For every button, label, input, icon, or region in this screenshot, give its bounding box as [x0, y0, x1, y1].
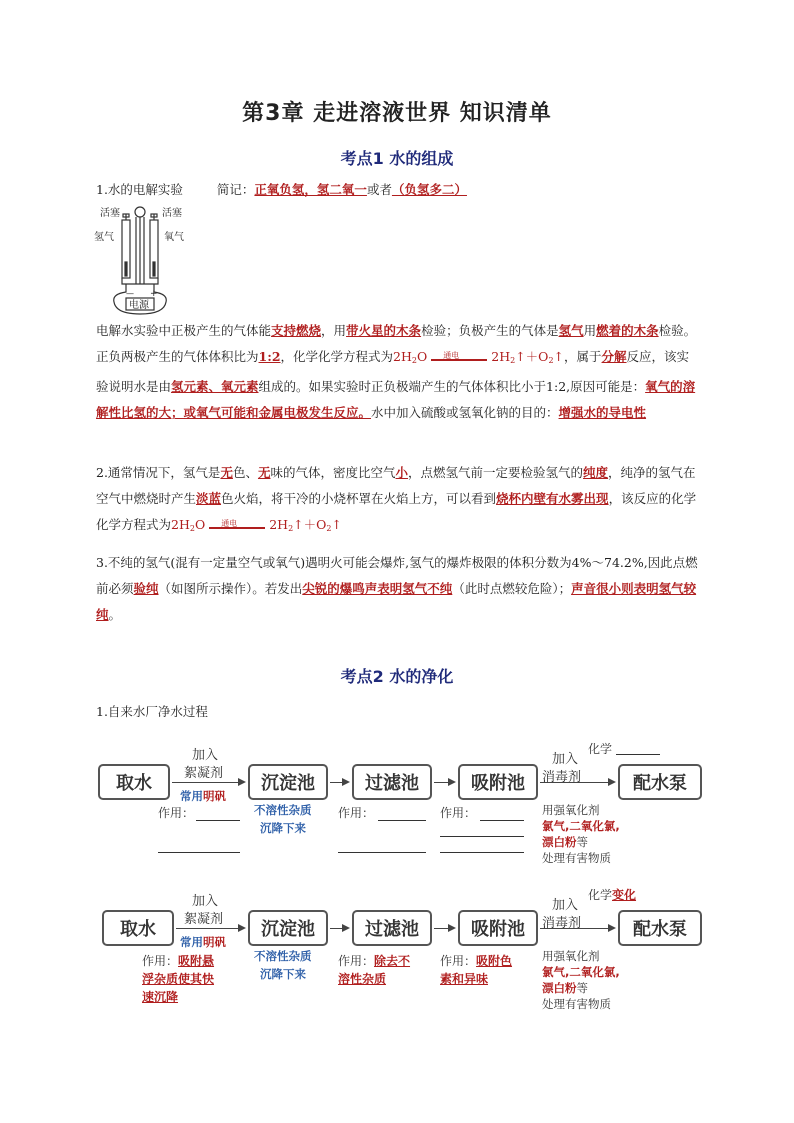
flocculant-2: 絮凝剂 — [184, 912, 224, 927]
use-label-3: 作用： — [440, 806, 477, 820]
alum-note: 常用明矾 — [180, 789, 226, 803]
box-pump-2: 配水泵 — [618, 910, 702, 946]
use-answer-3: 作用：吸附色 — [440, 954, 513, 968]
arrow-2-3 — [434, 928, 454, 929]
use-answer-3b: 素和异味 — [440, 972, 489, 986]
blank-3a — [480, 820, 524, 821]
electrolysis-equation: $2H_2O$ 通电 $2H_2↑+O_2↑$ — [393, 349, 565, 365]
combustion-equation: $2H_2O$ 通电 $2H_2↑+O_2↑$ — [171, 517, 342, 533]
agents-note-2: 氯气,二氧化氯, — [542, 965, 620, 979]
electrolysis-paragraph: 电解水实验中正极产生的气体能支持燃烧，用带火星的木条检验；负极产生的气体是氢气用燃着的木条检验。正负两极产生的气体体积比为1:2，化学化学方程式为$2H_2O$ 通电 $2H_2↑+O_2↑$，属于分解反应，该实验说明水是由氢元素、氧元素组成的。如果实验时正负极端产生的气体体积比小于1:2,原因可能是：氧气的溶解性比氢的大；或氧气可能和金属电极发生反应。水中加入硫酸或氢氧化钠的目的：增强水的导电性 — [96, 323, 697, 420]
minus-label: — — [126, 289, 134, 298]
arrow-2 — [330, 782, 348, 783]
use-answer-1c: 速沉降 — [142, 990, 179, 1004]
gas-left-label: 氢气 — [94, 232, 114, 243]
page-title: 第3章 走进溶液世界 知识清单 — [242, 101, 552, 126]
flow-diagram-answered — [96, 886, 696, 1016]
insoluble-note-2a: 不溶性杂质 — [254, 949, 312, 963]
blank-3c — [440, 852, 524, 853]
use-answer-2b: 溶性杂质 — [338, 972, 387, 986]
use-answer-1b: 浮杂质使其快 — [142, 972, 215, 986]
box-adsorption: 吸附池 — [458, 764, 538, 800]
box-intake-2: 取水 — [102, 910, 174, 946]
use-label-1: 作用： — [158, 806, 195, 820]
add-flocculant: 加入 — [192, 748, 219, 763]
insoluble-note-a: 不溶性杂质 — [254, 803, 312, 817]
blank-3b — [440, 836, 524, 837]
valve-right-label: 活塞 — [162, 208, 182, 219]
blank-1a — [196, 820, 240, 821]
box-intake: 取水 — [98, 764, 170, 800]
electrolysis-apparatus — [92, 202, 192, 320]
chem-change-blank: 化学 — [588, 742, 613, 756]
insoluble-note-b: 沉降下来 — [260, 821, 306, 835]
chem-change-answer: 化学变化 — [588, 888, 637, 902]
use-answer-2: 作用：除去不 — [338, 954, 411, 968]
insoluble-note-2b: 沉降下来 — [260, 967, 306, 981]
agents-note-2b: 漂白粉等 — [542, 981, 588, 995]
agents-note-b: 漂白粉等 — [542, 835, 588, 849]
harmful-note-2: 处理有害物质 — [542, 997, 611, 1011]
box-sedimentation: 沉淀池 — [248, 764, 328, 800]
blank-chem — [616, 754, 660, 755]
use-answer-1: 作用：吸附悬 — [142, 954, 215, 968]
arrow-2-2 — [330, 928, 348, 929]
hydrogen-paragraph: 2.通常情况下，氢气是无色、无味的气体，密度比空气小，点燃氢气前一定要检验氢气的纯度，纯净的氢气在空气中燃烧时产生淡蓝色火焰，将干冷的小烧杯罩在火焰上方，可以看到烧杯内壁有水雾出现，该反应的化学化学方程式为$2H_2O$ 通电 $2H_2↑+O_2↑$ — [96, 465, 697, 533]
flow-diagram-blank — [96, 740, 696, 870]
agents-note: 氯气,二氧化氯, — [542, 819, 620, 833]
add-disinfectant: 加入 — [552, 752, 579, 767]
harmful-note: 处理有害物质 — [542, 851, 611, 865]
box-adsorption-2: 吸附池 — [458, 910, 538, 946]
valve-left-label: 活塞 — [100, 208, 120, 219]
add-disinfectant-2: 加入 — [552, 898, 579, 913]
oxidizer-note-2: 用强氧化剂 — [542, 949, 600, 963]
box-filtration-2: 过滤池 — [352, 910, 432, 946]
power-label: 电源 — [129, 300, 149, 311]
add-flocculant-2: 加入 — [192, 894, 219, 909]
use-label-2: 作用： — [338, 806, 375, 820]
box-pump: 配水泵 — [618, 764, 702, 800]
section-heading-1: 考点1 水的组成 — [340, 149, 454, 168]
blank-2a — [378, 820, 426, 821]
flocculant: 絮凝剂 — [184, 766, 224, 781]
blank-2b — [338, 852, 426, 853]
arrow-1 — [172, 782, 244, 783]
purification-heading: 1.自来水厂净水过程 — [96, 704, 208, 719]
box-filtration: 过滤池 — [352, 764, 432, 800]
electrolysis-heading: 1.水的电解实验 简记：正氧负氢，氢二氧一或者（负氢多二） — [96, 182, 467, 197]
blank-1b — [158, 852, 240, 853]
disinfectant: 消毒剂 — [542, 770, 582, 785]
alum-note-2: 常用明矾 — [180, 935, 226, 949]
arrow-2-1 — [176, 928, 244, 929]
oxidizer-note: 用强氧化剂 — [542, 803, 600, 817]
plus-label: + — [150, 289, 158, 299]
disinfectant-2: 消毒剂 — [542, 916, 582, 931]
purity-paragraph: 3.不纯的氢气(混有一定量空气或氧气)遇明火可能会爆炸,氢气的爆炸极限的体积分数为4%～74.2%,因此点燃前必须验纯（如图所示操作）。若发出尖锐的爆鸣声表明氢气不纯（此时点燃较危险）；声音很小则表明氢气较纯。 — [96, 555, 698, 622]
box-sedimentation-2: 沉淀池 — [248, 910, 328, 946]
section-heading-2: 考点2 水的净化 — [340, 667, 454, 686]
gas-right-label: 氧气 — [164, 232, 184, 243]
arrow-3 — [434, 782, 454, 783]
